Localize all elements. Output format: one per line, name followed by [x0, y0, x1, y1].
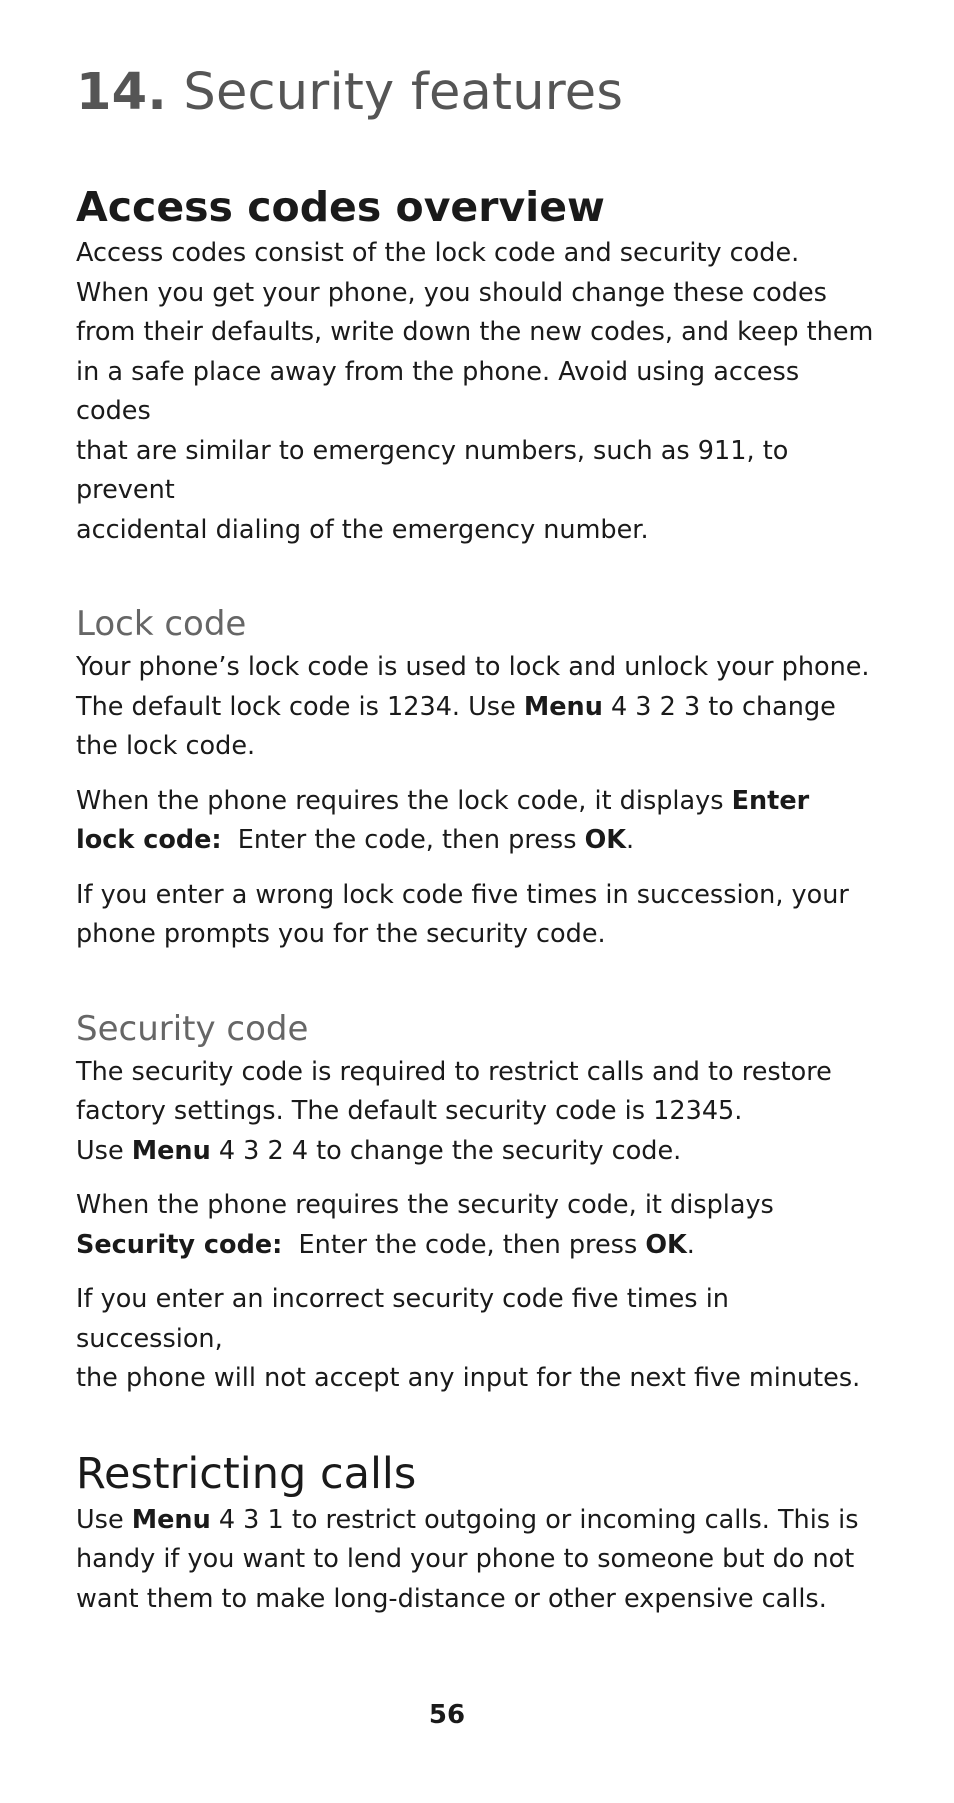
- ok-keyword: OK: [645, 1229, 687, 1260]
- text-line: factory settings. The default security code is 12345.: [76, 1096, 743, 1126]
- ok-keyword: OK: [584, 825, 627, 855]
- display-prompt: Enter: [731, 785, 810, 816]
- text-line: If you enter a wrong lock code five times in succession, your: [76, 879, 849, 910]
- text-line: in a safe place away from the phone. Avoid using access codes: [76, 356, 800, 426]
- chapter-number: 14.: [76, 63, 167, 122]
- restricting-calls-heading: Restricting calls: [76, 1448, 417, 1499]
- text-line: 4 3 1 to restrict outgoing or incoming calls. This is: [210, 1504, 859, 1535]
- text-line: handy if you want to lend your phone to someone but do not: [76, 1544, 855, 1574]
- text-line: want them to make long-distance or other expensive calls.: [76, 1583, 827, 1614]
- display-prompt: lock code:: [76, 825, 222, 855]
- text-line: from their defaults, write down the new codes, and keep them: [76, 317, 874, 347]
- text-line: 4 3 2 4 to change the security code.: [210, 1135, 682, 1166]
- security-code-paragraph-1: [76, 1053, 876, 1172]
- text-line: Enter the code, then press: [221, 825, 585, 855]
- security-code-heading: Security code: [76, 1008, 309, 1049]
- text-line: When you get your phone, you should change these codes: [76, 277, 827, 308]
- menu-keyword: Menu: [131, 1135, 211, 1166]
- lock-code-paragraph-3: [76, 876, 876, 955]
- text-line: the phone will not accept any input for the next five minutes.: [76, 1363, 861, 1393]
- text-line: Your phone’s lock code is used to lock and unlock your phone.: [76, 652, 870, 682]
- lock-code-paragraph-1: [76, 648, 876, 767]
- access-codes-paragraph: [76, 234, 876, 550]
- security-code-paragraph-2: [76, 1186, 876, 1265]
- lock-code-heading: Lock code: [76, 604, 247, 644]
- text-line: Use: [76, 1135, 132, 1166]
- page-number: 56: [428, 1700, 466, 1730]
- punctuation: .: [686, 1229, 695, 1260]
- display-prompt: Security code:: [76, 1229, 283, 1260]
- restricting-calls-paragraph: [76, 1501, 876, 1620]
- chapter-title: [76, 60, 876, 126]
- text-line: the lock code.: [76, 731, 256, 761]
- text-line: Access codes consist of the lock code and security code.: [76, 238, 800, 268]
- chapter-title-text: Security features: [183, 63, 624, 122]
- punctuation: .: [626, 825, 635, 855]
- text-line: that are similar to emergency numbers, such as 911, to prevent: [76, 435, 789, 505]
- access-codes-heading: Access codes overview: [76, 183, 605, 231]
- text-line: Use: [76, 1504, 132, 1535]
- menu-keyword: Menu: [523, 691, 603, 722]
- text-line: phone prompts you for the security code.: [76, 919, 606, 949]
- menu-keyword: Menu: [131, 1504, 211, 1535]
- security-code-paragraph-3: [76, 1280, 876, 1399]
- text-line: 4 3 2 3 to change: [602, 691, 836, 722]
- text-line: accidental dialing of the emergency number.: [76, 514, 649, 545]
- text-line: When the phone requires the lock code, it displays: [76, 785, 732, 816]
- text-line: The default lock code is 1234. Use: [76, 691, 524, 722]
- text-line: Enter the code, then press: [282, 1229, 646, 1260]
- text-line: The security code is required to restrict calls and to restore: [76, 1056, 832, 1087]
- text-line: If you enter an incorrect security code five times in succession,: [76, 1284, 729, 1354]
- document-page: [76, 60, 876, 1619]
- text-line: When the phone requires the security code, it displays: [76, 1190, 774, 1220]
- lock-code-paragraph-2: [76, 782, 876, 861]
